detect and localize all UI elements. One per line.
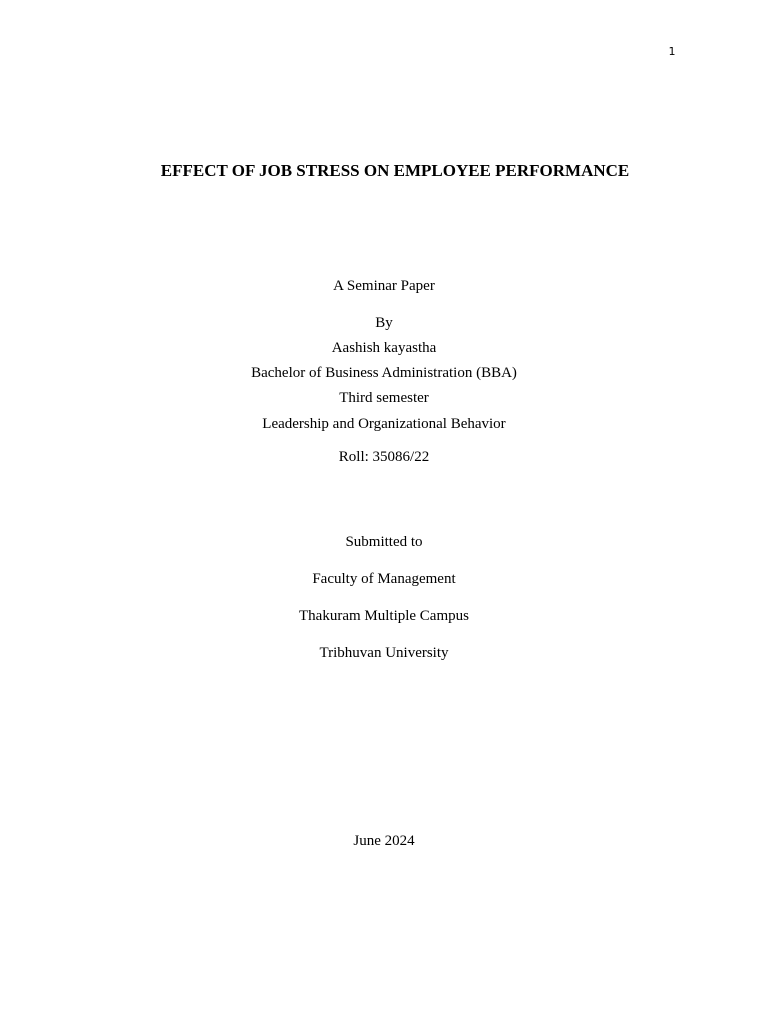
- semester: Third semester: [339, 390, 429, 406]
- campus-name: Thakuram Multiple Campus: [299, 608, 469, 624]
- paper-type: A Seminar Paper: [333, 278, 435, 294]
- submission-date: June 2024: [353, 833, 415, 849]
- submitted-to-label: Submitted to: [345, 534, 423, 550]
- university-name: Tribhuvan University: [319, 645, 449, 661]
- by-label: By: [375, 315, 393, 331]
- paper-title: EFFECT OF JOB STRESS ON EMPLOYEE PERFORMANCE: [160, 161, 630, 180]
- faculty-name: Faculty of Management: [312, 571, 456, 587]
- roll-number: Roll: 35086/22: [338, 449, 430, 465]
- author-name: Aashish kayastha: [331, 340, 437, 356]
- program-name: Bachelor of Business Administration (BBA): [251, 365, 517, 381]
- page-number: 1: [668, 45, 676, 58]
- course-name: Leadership and Organizational Behavior: [262, 416, 506, 432]
